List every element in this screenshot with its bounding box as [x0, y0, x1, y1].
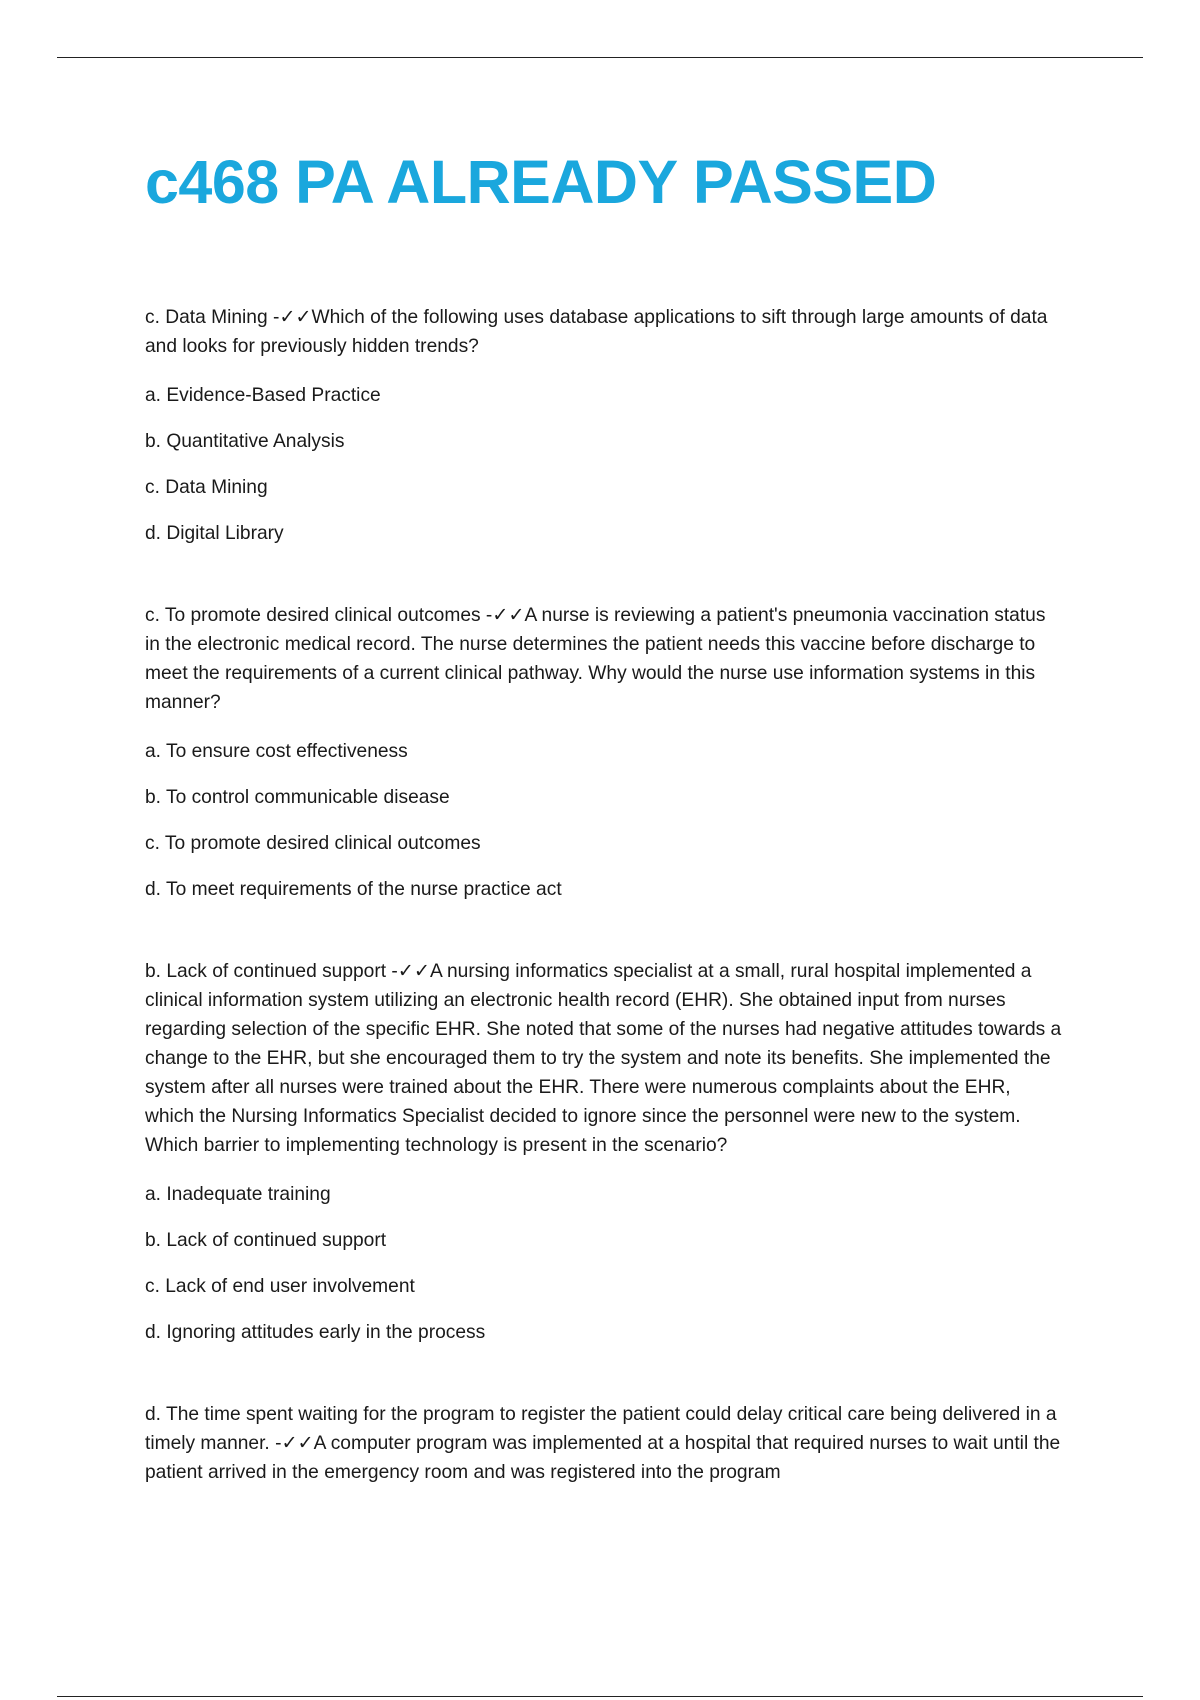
question-block	[145, 303, 1065, 557]
question-block	[145, 957, 1065, 1356]
answer-option: d. Digital Library	[145, 523, 284, 544]
answer-option: c. Lack of end user involvement	[145, 1276, 415, 1297]
answer-option: b. To control communicable disease	[145, 787, 450, 808]
answer-option: c. Data Mining	[145, 477, 268, 498]
answer-option: a. To ensure cost effectiveness	[145, 741, 408, 762]
answer-option: b. Lack of continued support	[145, 1230, 387, 1251]
question-block	[145, 1400, 1065, 1487]
question-text: c. Data Mining -✓✓Which of the following uses database applications to sift through large amounts of data and looks for previously hidden trends?	[145, 307, 1048, 357]
question-text: c. To promote desired clinical outcomes -✓✓A nurse is reviewing a patient's pneumonia vaccination status in the electronic medical record. The nurse determines the patient needs this vaccine before discharge to meet the requirements of a current clinical pathway. Why would the nurse use information systems in this manner?	[145, 605, 1046, 713]
top-rule	[57, 57, 1143, 58]
document-title: c468 PA ALREADY PASSED	[145, 148, 937, 216]
document-body	[145, 303, 1065, 1531]
question-text: b. Lack of continued support -✓✓A nursing informatics specialist at a small, rural hospital implemented a clinical information system utilizing an electronic health record (EHR). She obtained input from nurses regarding selection of the specific EHR. She noted that some of the nurses had negative attitudes towards a change to the EHR, but she encouraged them to try the system and note its benefits. She implemented the system after all nurses were trained about the EHR. There were numerous complaints about the EHR, which the Nursing Informatics Specialist decided to ignore since the personnel were new to the system. Which barrier to implementing technology is present in the scenario?	[145, 961, 1062, 1156]
bottom-rule	[57, 1696, 1143, 1697]
answer-option: c. To promote desired clinical outcomes	[145, 833, 481, 854]
question-text: d. The time spent waiting for the program to register the patient could delay critical care being delivered in a timely manner. -✓✓A computer program was implemented at a hospital that required nurses to wait until the patient arrived in the emergency room and was registered into the program	[145, 1404, 1061, 1483]
answer-option: a. Evidence-Based Practice	[145, 385, 381, 406]
answer-option: a. Inadequate training	[145, 1184, 331, 1205]
question-block	[145, 601, 1065, 913]
answer-option: d. Ignoring attitudes early in the process	[145, 1322, 486, 1343]
answer-option: d. To meet requirements of the nurse practice act	[145, 879, 562, 900]
answer-option: b. Quantitative Analysis	[145, 431, 345, 452]
